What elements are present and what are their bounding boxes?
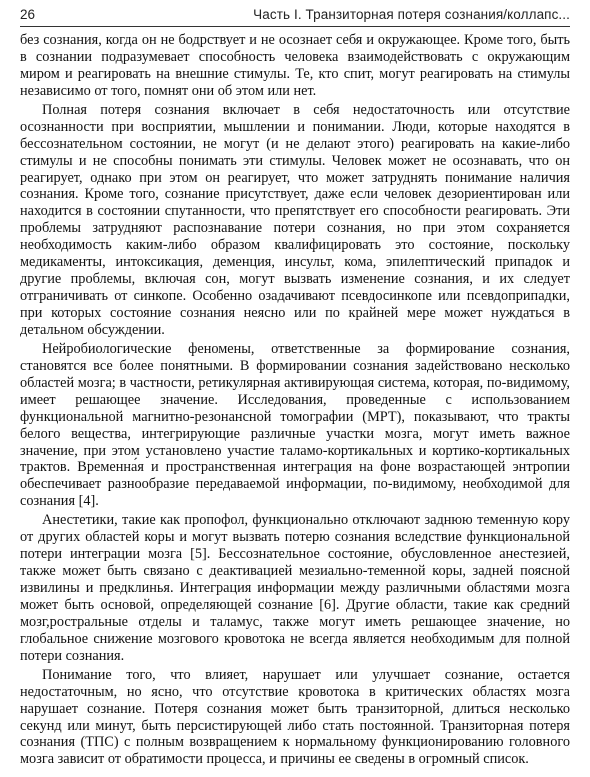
paragraph-understanding: Понимание того, что влияет, нарушает или улучшает сознание, остается недостаточным, но ясно, что отсутствие кровотока в критических областях мозга нарушает сознание. Потеря сознания может быть транзиторной, длиться несколько секунд или минут, быть персистирующей либо стать постоянной. Транзиторная потеря сознания (ТПС) с полным возвращением к нормальному функционированию головного мозга зависит от обратимости процесса, и причины ее сведены в огромный список. xyxy=(20,666,570,768)
paragraph-neurobiology: Нейробиологические феномены, ответственные за формирование сознания, становятся все более понятными. В формировании сознания задействовано несколько областей мозга; в частности, ретикулярная активирующая система, которая, по-видимому, имеет решающее значение. Исследования, проведенные с использованием функциональной магнитно-резонансной томографии (МРТ), показывают, что тракты белого вещества, интегрирующие различные участки мозга, могут иметь важное значение, при этом установлено участие таламо-кортикальных и кортико-кортикальных трактов. Временна́я и пространственная интеграция на фоне возрастающей энтропии обеспечивает разнообразие передаваемой информации, по-видимому, необходимой для сознания [4]. xyxy=(20,340,570,510)
header-rule xyxy=(20,26,570,27)
running-header xyxy=(20,4,570,24)
paragraph-continuation: без сознания, когда он не бодрствует и не осознает себя и окружающее. Кроме того, быть в сознании подразумевает способность человека взаимодействовать с окружающим миром и реагировать на внешние стимулы. Те, кто спит, могут реагировать на стимулы независимо от того, помнят они об этом или нет. xyxy=(20,32,570,99)
paragraph-loss-of-consciousness: Полная потеря сознания включает в себя недостаточность или отсутствие осознанности при восприятии, мышлении и понимании. Люди, которые находятся в бессознательном состоянии, не могут (и не делают этого) реагировать на какие-либо стимулы и не способны понимать эти стимулы. Человек может не осознавать, что он реагирует, однако при этом он реагирует, что может затруднять понимание наличия сознания. Кроме того, сознание присутствует, даже если человек дезориентирован или находится в состоянии спутанности, что препятствует его способности реагировать. Эти проблемы затрудняют распознавание потери сознания, но при этом сохраняется необходимость каким-либо образом квалифицировать это состояние, поскольку медикаменты, интоксикация, деменция, инсульт, кома, эпилептический припадок и другие проблемы, включая сон, могут вызвать изменение сознания, и их следует отграничивать от синкопе. Особенно озадачивают псевдосинкопе или псевдоприпадки, при которых состояние сознания неясно или по крайней мере может нуждаться в детальном обсуждении. xyxy=(20,101,570,338)
paragraph-anesthetics: Анестетики, такие как пропофол, функционально отключают заднюю теменную кору от других областей коры и могут вызвать потерю сознания вследствие функциональной потери интеграции мозга [5]. Бессознательное состояние, обусловленное анестезией, также может быть связано с деактивацией мезиально-теменной коры, задней поясной извилины и предклинья. Интеграция информации между различными областями мозга может быть основой, определяющей сознание [6]. Другие области, такие как средний мозг,ростральные отделы и таламус, также могут иметь решающее значение, но глобальное снижение мозгового кровотока не всегда является необходимым для полной потери сознания. xyxy=(20,512,570,664)
body-text xyxy=(20,32,570,770)
running-title: Часть I. Транзиторная потеря сознания/коллапс... xyxy=(253,6,570,22)
page-number: 26 xyxy=(20,6,36,22)
